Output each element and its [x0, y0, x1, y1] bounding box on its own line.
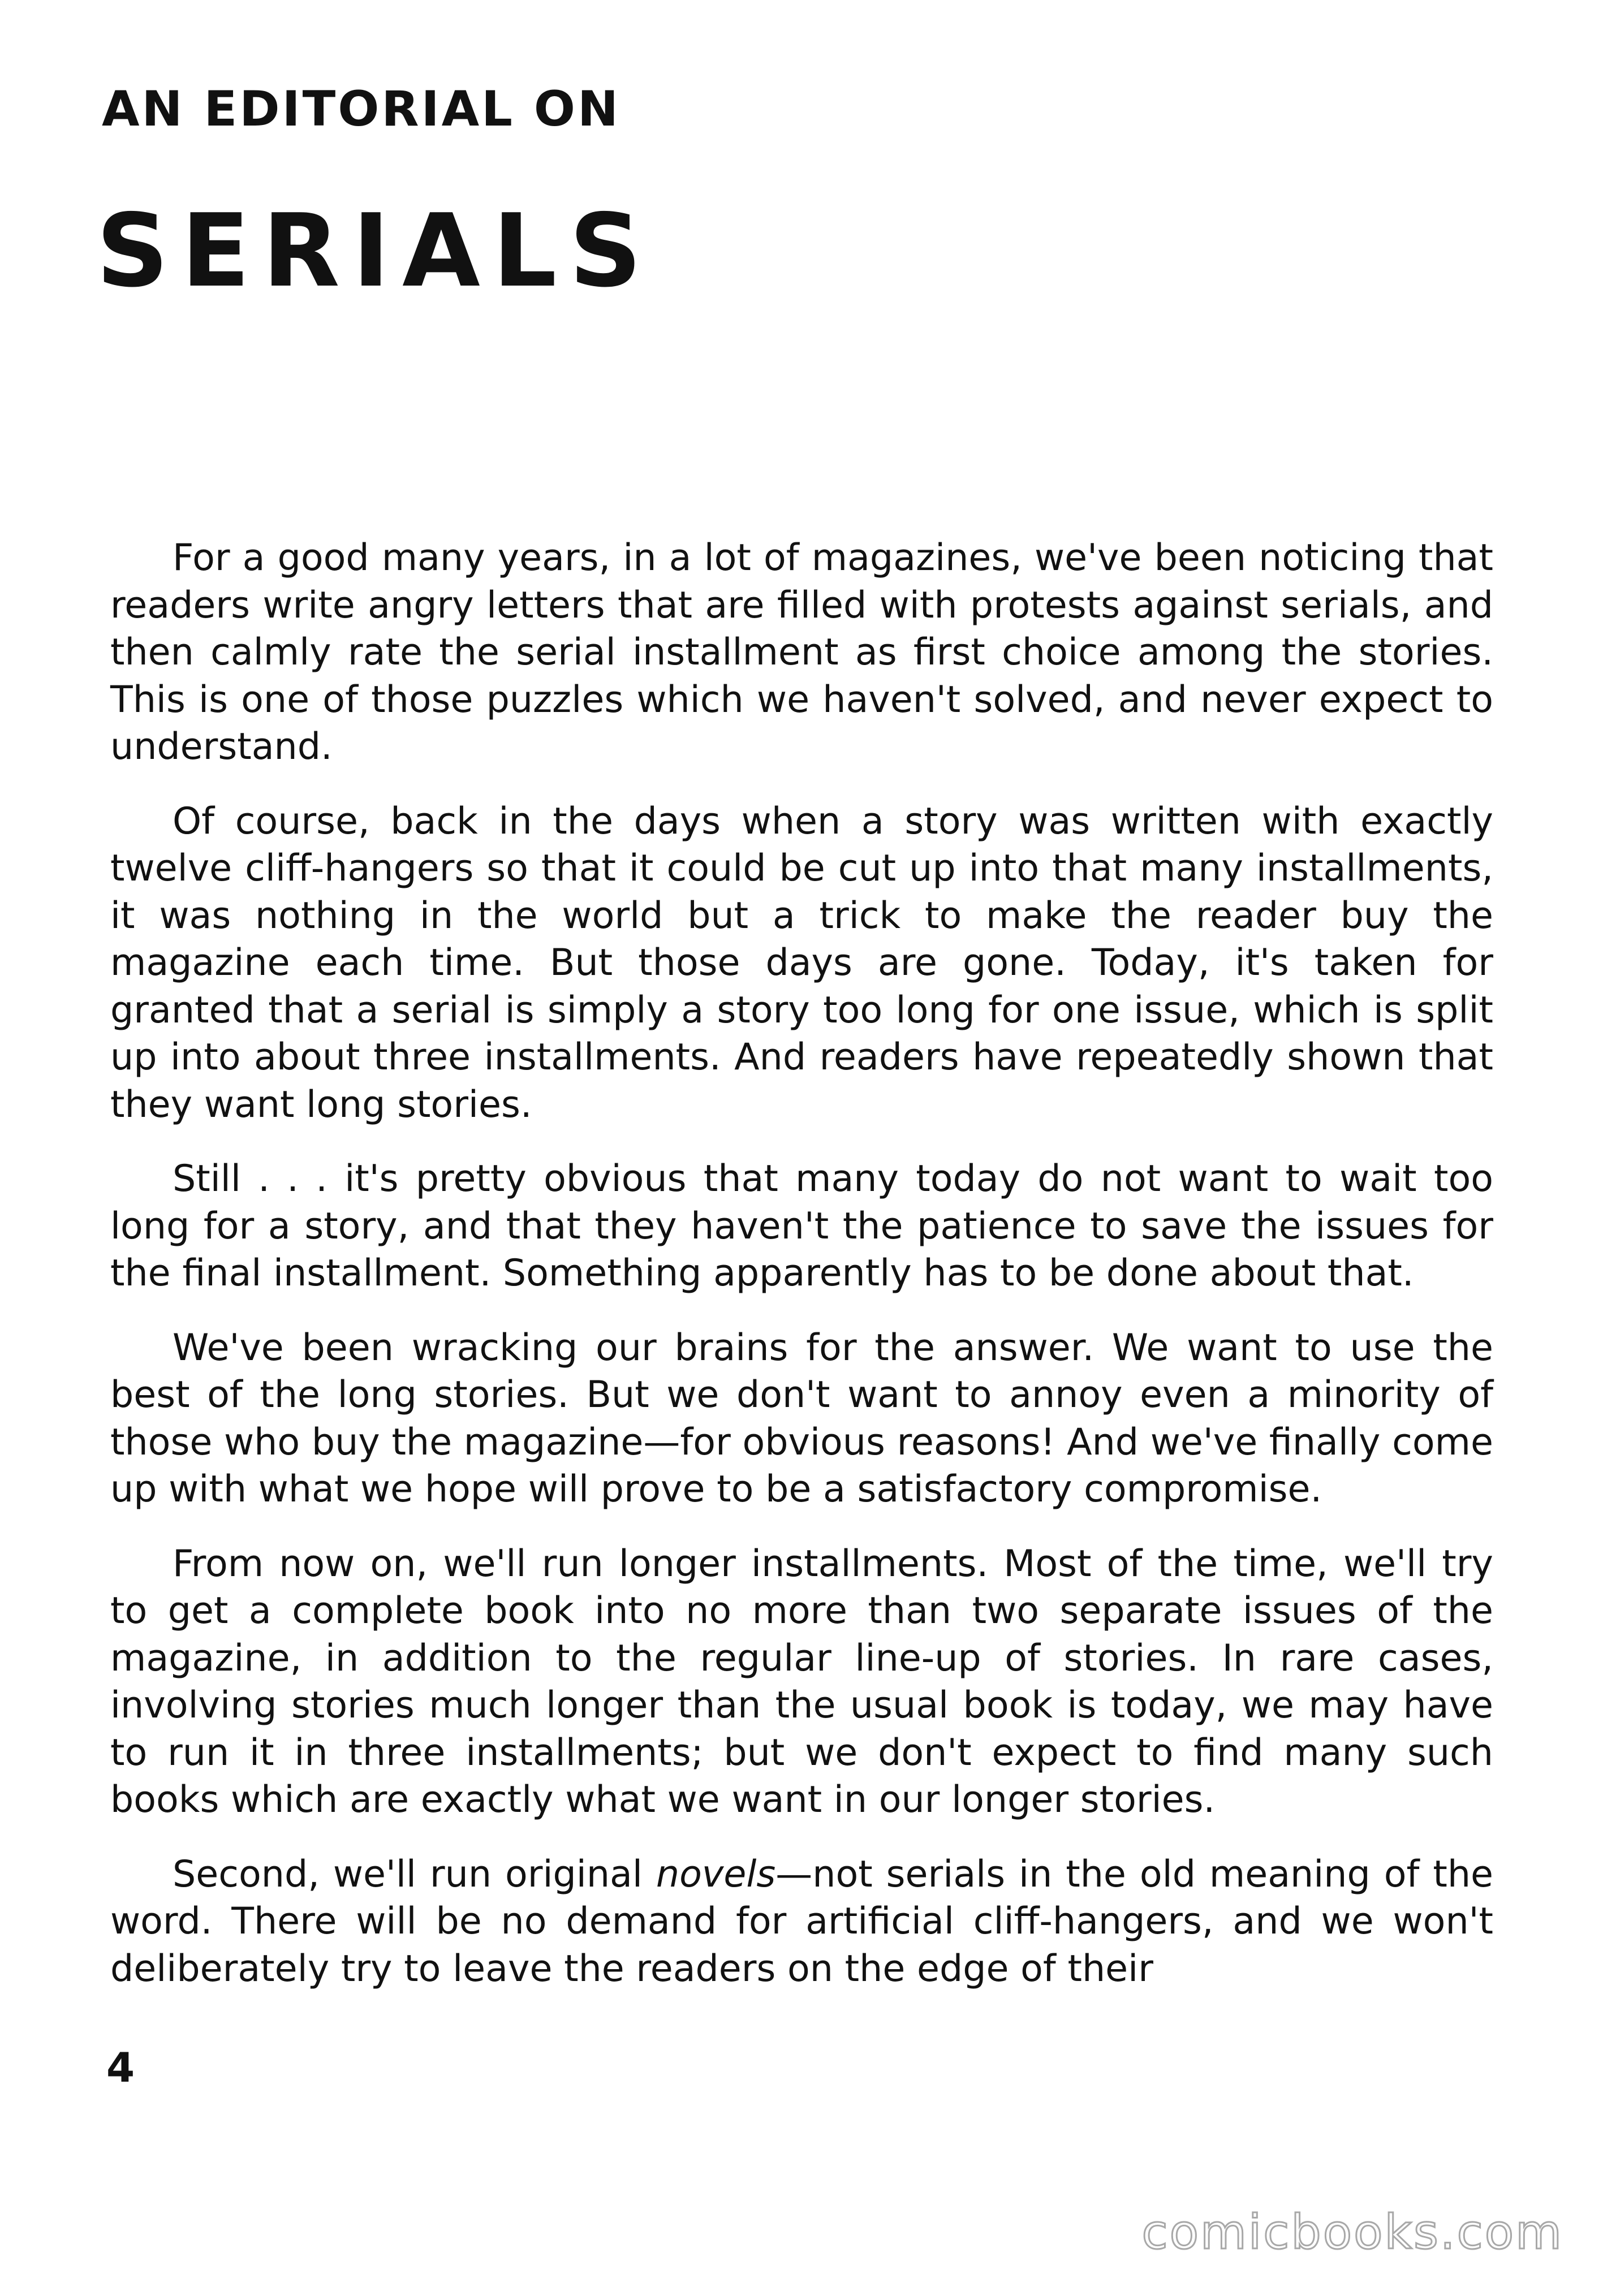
editorial-kicker: AN EDITORIAL ON [102, 81, 620, 137]
paragraph-5: From now on, we'll run longer installments. Most of the time, we'll try to get a complete book into no more than two separate issues of the magazine, in addition to the regular line-up of stories. In rare cases, involving stories much longer than the usual book is today, we may have to run it in three installments; but we don't expect to find many such books which are exactly what we want in our longer stories. [110, 1542, 1493, 1821]
editorial-title: SERIALS [96, 192, 654, 309]
paragraph-6-emphasis: novels [656, 1853, 776, 1896]
paragraph-6 [110, 1851, 1493, 1993]
paragraph-6-end: —not serials in the old meaning of the word. There will be no demand for artificial cliff-hangers, and we won't deliberately try to leave the readers on the edge of their [110, 1853, 1494, 1990]
paragraph-3: Still . . . it's pretty obvious that many today do not want to wait too long for a story, and that they haven't the patience to save the issues for the final installment. Something apparently has to be done about that. [110, 1158, 1493, 1294]
paragraph-1: For a good many years, in a lot of magazines, we've been noticing that readers write angry letters that are filled with protests against serials, and then calmly rate the serial installment as first choice among the stories. This is one of those puzzles which we haven't solved, and never expect to understand. [110, 537, 1493, 768]
page-number: 4 [106, 2044, 135, 2091]
watermark-logo: comicbooks.com [1141, 2204, 1563, 2260]
paragraph-4: We've been wracking our brains for the answer. We want to use the best of the long stories. But we don't want to annoy even a minority of those who buy the magazine—for obvious reasons! And we've finally come up with what we hope will prove to be a satisfactory compromise. [110, 1326, 1493, 1510]
paragraph-2: Of course, back in the days when a story was written with exactly twelve cliff-hangers so that it could be cut up into that many installments, it was nothing in the world but a trick to make the reader buy the magazine each time. But those days are gone. Today, it's taken for granted that a serial is simply a story too long for one issue, which is split up into about three installments. And readers have repeatedly shown that they want long stories. [110, 800, 1493, 1126]
paragraph-6-start: Second, we'll run original [173, 1853, 656, 1896]
editorial-body [110, 534, 1493, 1992]
